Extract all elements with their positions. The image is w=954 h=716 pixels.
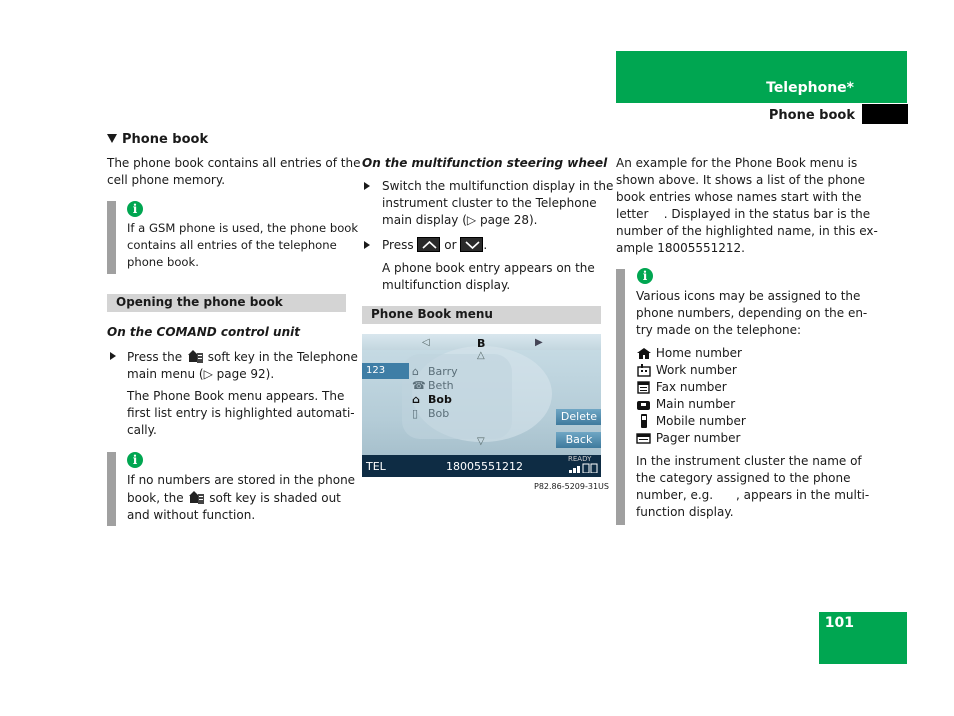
steering-heading: On the multifunction steering wheel — [362, 156, 608, 170]
text-line: In the instrument cluster the name of — [636, 454, 862, 468]
text-line: function display. — [636, 505, 734, 519]
back-button[interactable]: Back — [556, 432, 601, 448]
bullet-icon — [364, 182, 370, 190]
step-press-result — [382, 260, 595, 294]
text-line: book entries whose names start with the — [616, 190, 862, 204]
right-arrow-icon[interactable]: ▶ — [535, 337, 543, 348]
scroll-up-icon[interactable]: △ — [477, 350, 485, 361]
text-line: the category assigned to the phone — [636, 471, 851, 485]
triangle-icon — [107, 134, 117, 143]
text-line: shown above. It shows a list of the phone — [616, 173, 866, 187]
fax-icon: ☎ — [412, 379, 426, 392]
text-line: An example for the Phone Book menu is — [616, 156, 858, 170]
text-line: and without function. — [127, 508, 256, 522]
text-line: book, the soft key is shaded out — [127, 491, 341, 505]
text-line: Press the soft key in the Telephone — [127, 350, 358, 364]
phone-book-menu-bar: Phone Book menu — [362, 306, 601, 324]
status-bar — [362, 455, 601, 477]
up-key-button — [417, 237, 440, 252]
step-press-keys: Press or . — [382, 238, 488, 252]
figure-code: P82.86-5209-31US — [534, 482, 609, 491]
phonebook-softkey-icon — [187, 489, 205, 505]
scroll-down-icon[interactable]: ▽ — [477, 436, 485, 447]
header-marker — [862, 104, 908, 124]
fax-icon — [636, 381, 652, 394]
signal-strength-icon — [569, 463, 599, 473]
note-gsm — [127, 220, 358, 271]
text-line: multifunction display. — [382, 278, 511, 292]
text-line: The phone book contains all entries of the — [107, 156, 361, 170]
left-arrow-icon[interactable]: ◁ — [422, 337, 430, 348]
list-item[interactable]: Beth — [428, 379, 454, 392]
section-title: Telephone* — [766, 80, 854, 96]
list-item: Work number — [636, 362, 746, 379]
note-bar — [107, 201, 116, 274]
list-item: Fax number — [636, 379, 746, 396]
phonebook-softkey-icon — [186, 348, 204, 364]
down-key-button — [460, 237, 483, 252]
text-line: Various icons may be assigned to the — [636, 289, 861, 303]
delete-button[interactable]: Delete — [556, 409, 601, 425]
list-item[interactable]: Barry — [428, 365, 458, 378]
comand-heading: On the COMAND control unit — [107, 325, 300, 339]
work-icon — [636, 364, 652, 377]
info-icon: i — [127, 201, 143, 217]
letter-indicator: B — [477, 337, 486, 350]
mobile-icon: ▯ — [412, 407, 419, 420]
text-line: try made on the telephone: — [636, 323, 802, 337]
list-item: Main number — [636, 396, 746, 413]
text-line: ample 18005551212. — [616, 241, 745, 255]
text-line: Switch the multifunction display in the — [382, 179, 614, 193]
text-line: A phone book entry appears on the — [382, 261, 595, 275]
list-item: Home number — [636, 345, 746, 362]
pager-icon — [636, 432, 652, 445]
home-icon — [636, 347, 652, 360]
home-icon: ⌂ — [412, 393, 420, 406]
text-line: cally. — [127, 423, 157, 437]
note-icons-intro — [636, 288, 867, 339]
list-item[interactable]: Bob — [428, 407, 450, 420]
list-item-selected[interactable]: Bob — [428, 393, 452, 406]
text-line: number, e.g. , appears in the multi- — [636, 488, 870, 502]
text-line: If no numbers are stored in the phone — [127, 473, 356, 487]
example-paragraph — [616, 155, 878, 257]
text-line: instrument cluster to the Telephone — [382, 196, 597, 210]
mobile-icon — [636, 414, 652, 428]
text-line: main menu (▷ page 92). — [127, 367, 275, 381]
note-no-numbers — [127, 472, 355, 524]
page-title-text: Phone book — [122, 132, 209, 147]
icon-list — [636, 345, 746, 447]
bullet-icon — [110, 352, 116, 360]
text-line: cell phone memory. — [107, 173, 226, 187]
text-line: If a GSM phone is used, the phone book — [127, 221, 359, 235]
page-title — [107, 132, 208, 147]
tab-numbers[interactable]: 123 — [362, 363, 409, 379]
list-item: Mobile number — [636, 413, 746, 430]
intro-text — [107, 155, 361, 189]
ready-label: READY — [568, 455, 592, 463]
text-line: phone book. — [127, 255, 199, 269]
info-icon: i — [127, 452, 143, 468]
text-line: main display (▷ page 28). — [382, 213, 538, 227]
status-label: TEL — [366, 460, 386, 473]
main-phone-icon — [636, 398, 652, 411]
phone-book-screen — [362, 334, 601, 477]
step-switch-display — [382, 178, 613, 229]
note-bar — [616, 269, 625, 525]
info-icon: i — [637, 268, 653, 284]
text-line: letter . Displayed in the status bar is the — [616, 207, 871, 221]
step-comand-result — [127, 388, 355, 439]
subsection-title: Phone book — [768, 108, 855, 123]
text-line: number of the highlighted name, in this ex- — [616, 224, 878, 238]
step-comand — [127, 348, 358, 383]
page-number: 101 — [824, 615, 854, 631]
list-item: Pager number — [636, 430, 746, 447]
bullet-icon — [364, 241, 370, 249]
status-number: 18005551212 — [446, 460, 523, 473]
text-line: contains all entries of the telephone — [127, 238, 337, 252]
note-bar — [107, 452, 116, 526]
text-line: phone numbers, depending on the en- — [636, 306, 868, 320]
work-icon: ⌂ — [412, 365, 419, 378]
text-line: first list entry is highlighted automati- — [127, 406, 355, 420]
opening-bar: Opening the phone book — [107, 294, 346, 312]
note-instrument-cluster — [636, 453, 869, 521]
text-line: The Phone Book menu appears. The — [127, 389, 345, 403]
